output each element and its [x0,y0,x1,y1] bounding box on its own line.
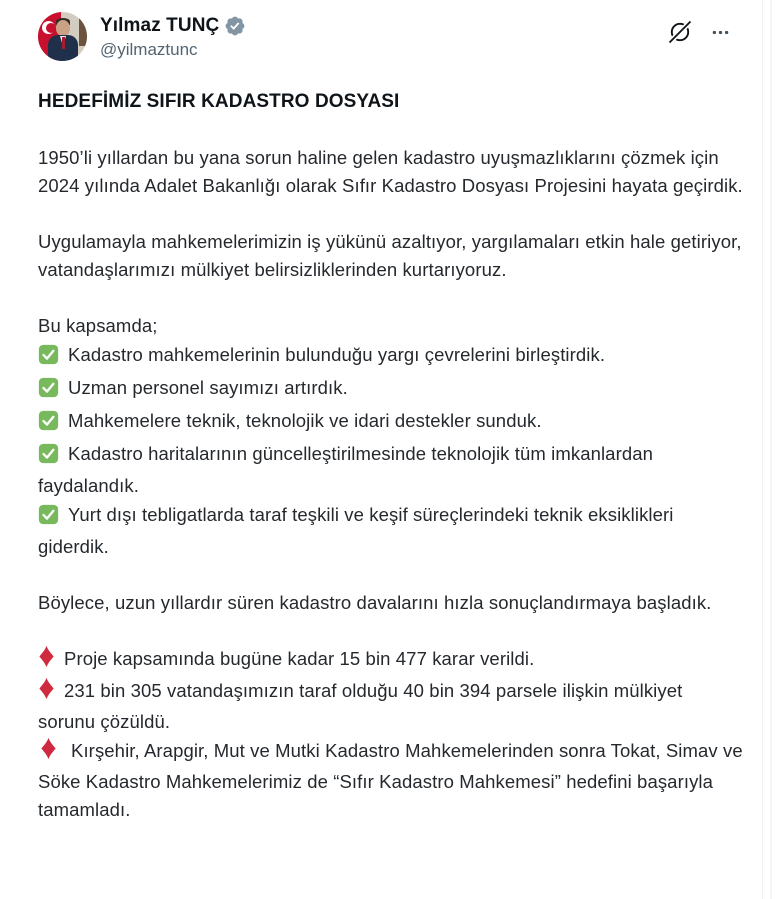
diamond-item: Kırşehir, Arapgir, Mut ve Mutki Kadastro Mahkemelerinden sonra Tokat, Simav ve Söke Kadastro Mahkemelerimiz de “Sıfır Kadastro Mahkemesi” hedefini başarıyla tamamladı. [38,737,743,824]
check-mark-icon [38,377,59,406]
grok-icon[interactable] [668,20,692,44]
paragraph: Uygulamayla mahkemelerimizin iş yükünü azaltıyor, yargılamaları etkin hale getiriyor, vatandaşlarımızı mülkiyet belirsizliklerinden kurtarıyoruz. [38,231,742,280]
checklist-item: Uzman personel sayımızı artırdık. [38,374,743,406]
diamond-block [38,645,743,824]
check-mark-icon [38,344,59,373]
tweet-header [38,12,743,62]
check-mark-icon [38,504,59,533]
checklist-intro: Bu kapsamda; [38,315,158,336]
display-name[interactable]: Yılmaz TUNÇ [100,15,220,36]
more-icon[interactable] [710,22,731,43]
header-actions [668,12,743,44]
check-mark-icon [38,443,59,472]
checklist-item: Mahkemelere teknik, teknolojik ve idari destekler sunduk. [38,407,743,439]
checklist-item: Kadastro mahkemelerinin bulunduğu yargı çevrelerini birleştirdik. [38,341,743,373]
diamond-item: Proje kapsamında bugüne kadar 15 bin 477 karar verildi. [38,645,743,676]
user-names[interactable] [100,12,246,62]
avatar[interactable] [38,12,87,61]
column-border [762,0,763,899]
tweet-body [38,88,743,824]
tweet-title: HEDEFİMİZ SIFIR KADASTRO DOSYASI [38,91,400,112]
verified-badge-icon [224,15,246,37]
red-diamond-icon [40,737,57,768]
checklist-item: Yurt dışı tebligatlarda taraf teşkili ve keşif süreçlerindeki teknik eksiklikleri giderdik. [38,504,674,557]
red-diamond-icon [38,677,55,708]
checklist-block [38,312,743,561]
checklist-item: Kadastro haritalarının güncelleştirilmesinde teknolojik tüm imkanlardan faydalandık. [38,443,653,496]
scrollbar-track[interactable] [770,0,772,899]
red-diamond-icon [38,645,55,676]
user-handle[interactable]: @yilmaztunc [100,40,198,59]
paragraph: Böylece, uzun yıllardır süren kadastro davalarını hızla sonuçlandırmaya başladık. [38,592,712,613]
diamond-item: 231 bin 305 vatandaşımızın taraf olduğu 40 bin 394 parsele ilişkin mülkiyet sorunu çözüldü. [38,677,743,736]
check-mark-icon [38,410,59,439]
paragraph: 1950’li yıllardan bu yana sorun haline gelen kadastro uyuşmazlıklarını çözmek için 2024 yılında Adalet Bakanlığı olarak Sıfır Kadastro Dosyası Projesini hayata geçirdik. [38,147,743,196]
